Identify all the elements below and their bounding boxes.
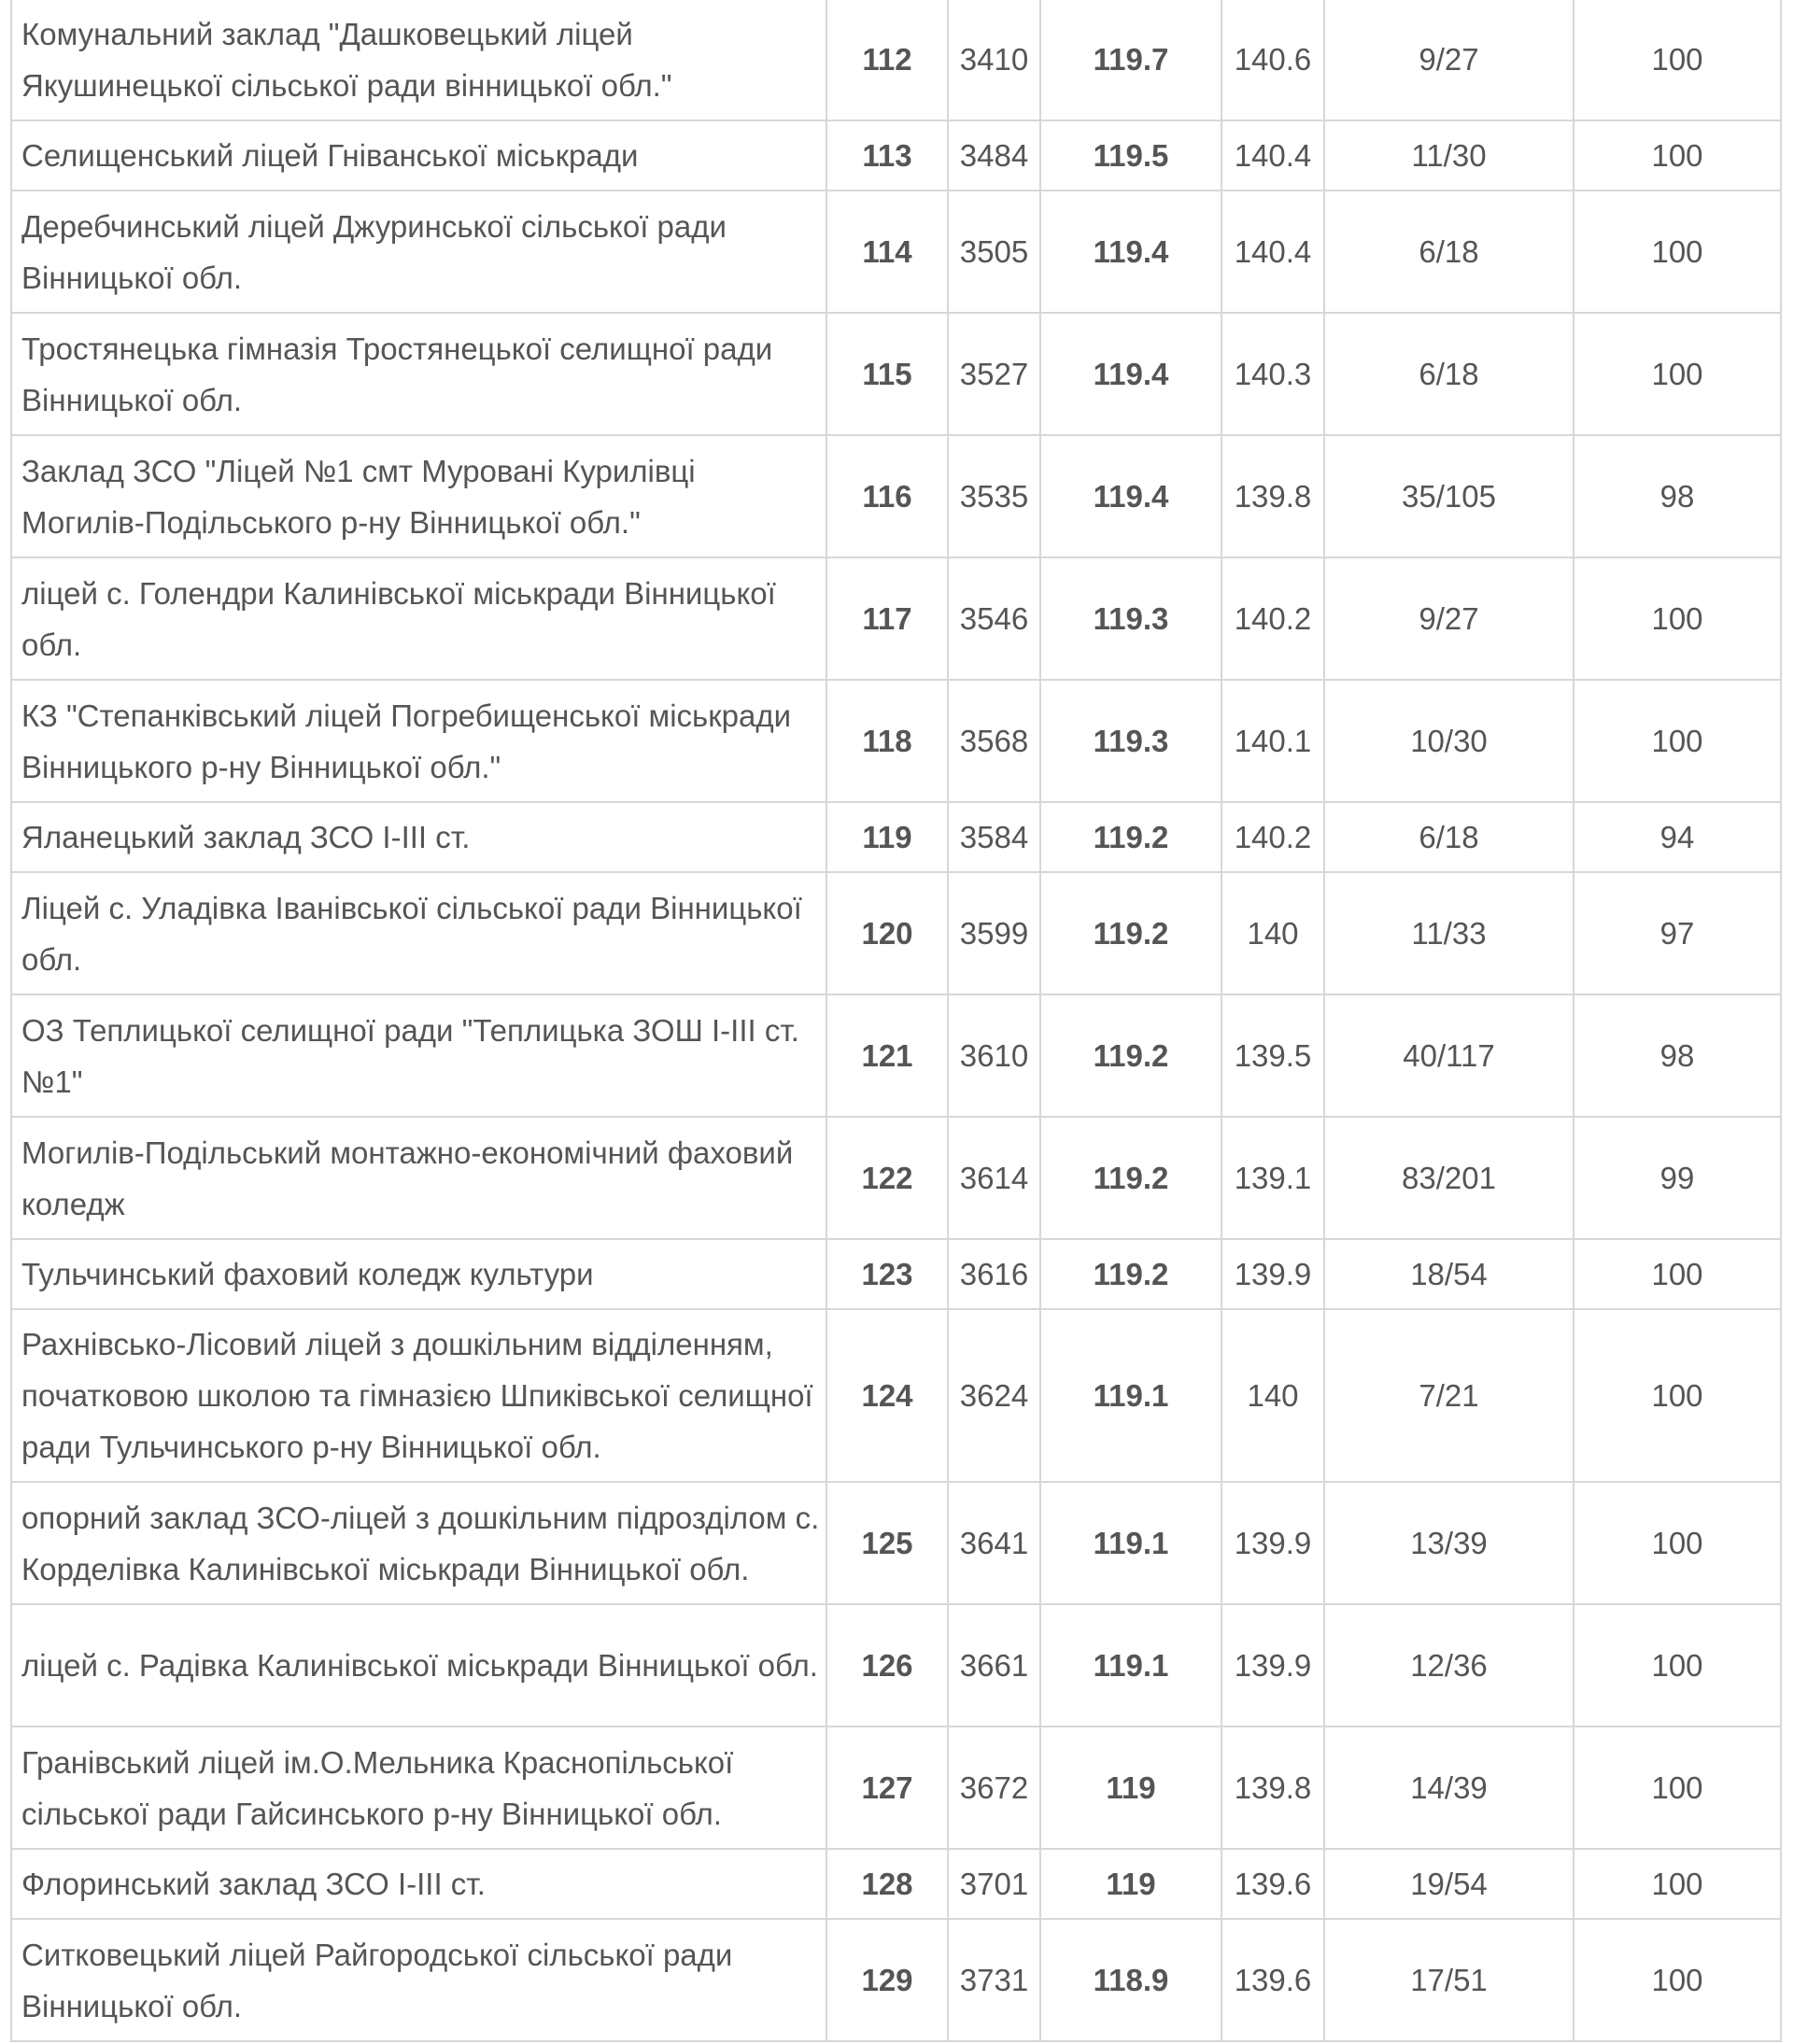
ratio-cell: 7/21 [1324, 1309, 1574, 1482]
rank-cell: 114 [826, 190, 948, 313]
rank-cell: 128 [826, 1849, 948, 1919]
percent-cell: 100 [1574, 1849, 1781, 1919]
average-cell: 139.9 [1221, 1239, 1324, 1309]
table-row [11, 994, 1781, 1117]
place-cell: 3535 [948, 435, 1040, 557]
ratio-cell: 10/30 [1324, 680, 1574, 802]
ratio-cell: 6/18 [1324, 313, 1574, 435]
rank-cell: 124 [826, 1309, 948, 1482]
score-cell: 119.2 [1040, 1239, 1221, 1309]
table-row [11, 557, 1781, 680]
score-cell: 119.4 [1040, 313, 1221, 435]
table-row [11, 1604, 1781, 1727]
table-row [11, 1239, 1781, 1309]
ratio-cell: 14/39 [1324, 1727, 1574, 1849]
average-cell: 140 [1221, 1309, 1324, 1482]
rank-cell: 118 [826, 680, 948, 802]
average-cell: 139.6 [1221, 1849, 1324, 1919]
rank-cell: 126 [826, 1604, 948, 1727]
table-row [11, 1117, 1781, 1239]
ratio-cell: 40/117 [1324, 994, 1574, 1117]
table-row [11, 0, 1781, 120]
ratio-cell: 35/105 [1324, 435, 1574, 557]
school-name-cell: ліцей с. Радівка Калинівської міськради Вінницької обл. [11, 1604, 826, 1727]
school-name-cell: КЗ "Степанківський ліцей Погребищенської міськради Вінницького р-ну Вінницької обл." [11, 680, 826, 802]
average-cell: 139.9 [1221, 1482, 1324, 1604]
average-cell: 139.1 [1221, 1117, 1324, 1239]
place-cell: 3410 [948, 0, 1040, 120]
school-name-cell: опорний заклад ЗСО-ліцей з дошкільним підрозділом с. Корделівка Калинівської міськради Вінницької обл. [11, 1482, 826, 1604]
table-row [11, 1482, 1781, 1604]
table-row [11, 190, 1781, 313]
score-cell: 119.1 [1040, 1309, 1221, 1482]
place-cell: 3610 [948, 994, 1040, 1117]
place-cell: 3731 [948, 1919, 1040, 2041]
rating-table-container [10, 0, 1780, 2042]
place-cell: 3599 [948, 872, 1040, 994]
ratio-cell: 6/18 [1324, 190, 1574, 313]
score-cell: 119.2 [1040, 802, 1221, 872]
ratio-cell: 17/51 [1324, 1919, 1574, 2041]
place-cell: 3505 [948, 190, 1040, 313]
score-cell: 119.3 [1040, 680, 1221, 802]
rank-cell: 121 [826, 994, 948, 1117]
percent-cell: 100 [1574, 1919, 1781, 2041]
average-cell: 140.3 [1221, 313, 1324, 435]
rank-cell: 115 [826, 313, 948, 435]
ratio-cell: 11/30 [1324, 120, 1574, 190]
place-cell: 3614 [948, 1117, 1040, 1239]
rank-cell: 120 [826, 872, 948, 994]
rank-cell: 122 [826, 1117, 948, 1239]
school-name-cell: ОЗ Теплицької селищної ради "Теплицька ЗОШ І-ІІІ ст. №1" [11, 994, 826, 1117]
school-name-cell: Яланецький заклад ЗСО І-ІІІ ст. [11, 802, 826, 872]
percent-cell: 100 [1574, 1727, 1781, 1849]
ratio-cell: 6/18 [1324, 802, 1574, 872]
table-row [11, 120, 1781, 190]
school-rating-table [10, 0, 1782, 2042]
school-name-cell: Тростянецька гімназія Тростянецької селищної ради Вінницької обл. [11, 313, 826, 435]
table-row [11, 680, 1781, 802]
ratio-cell: 9/27 [1324, 557, 1574, 680]
percent-cell: 100 [1574, 1482, 1781, 1604]
table-row [11, 872, 1781, 994]
percent-cell: 100 [1574, 0, 1781, 120]
percent-cell: 100 [1574, 1239, 1781, 1309]
score-cell: 119.7 [1040, 0, 1221, 120]
score-cell: 119 [1040, 1849, 1221, 1919]
school-name-cell: Заклад ЗСО "Ліцей №1 смт Мурованi Курилівці Могилів-Подільського р-ну Вінницької обл." [11, 435, 826, 557]
school-name-cell: Комунальний заклад "Дашковецький ліцей Якушинецької сільської ради вінницької обл." [11, 0, 826, 120]
school-name-cell: Ситковецький ліцей Райгородської сільської ради Вінницької обл. [11, 1919, 826, 2041]
score-cell: 119.2 [1040, 872, 1221, 994]
ratio-cell: 9/27 [1324, 0, 1574, 120]
school-name-cell: Селищенський ліцей Гніванської міськради [11, 120, 826, 190]
average-cell: 139.8 [1221, 1727, 1324, 1849]
score-cell: 119.1 [1040, 1482, 1221, 1604]
percent-cell: 100 [1574, 680, 1781, 802]
rank-cell: 116 [826, 435, 948, 557]
ratio-cell: 13/39 [1324, 1482, 1574, 1604]
school-name-cell: Гранівський ліцей ім.О.Мельника Краснопільської сільської ради Гайсинського р-ну Вінницької обл. [11, 1727, 826, 1849]
percent-cell: 99 [1574, 1117, 1781, 1239]
table-row [11, 802, 1781, 872]
average-cell: 140 [1221, 872, 1324, 994]
place-cell: 3641 [948, 1482, 1040, 1604]
ratio-cell: 18/54 [1324, 1239, 1574, 1309]
rank-cell: 123 [826, 1239, 948, 1309]
average-cell: 140.6 [1221, 0, 1324, 120]
average-cell: 139.6 [1221, 1919, 1324, 2041]
rank-cell: 112 [826, 0, 948, 120]
score-cell: 119.4 [1040, 190, 1221, 313]
place-cell: 3484 [948, 120, 1040, 190]
average-cell: 140.1 [1221, 680, 1324, 802]
place-cell: 3672 [948, 1727, 1040, 1849]
average-cell: 140.2 [1221, 557, 1324, 680]
rank-cell: 113 [826, 120, 948, 190]
place-cell: 3568 [948, 680, 1040, 802]
average-cell: 139.9 [1221, 1604, 1324, 1727]
score-cell: 119.5 [1040, 120, 1221, 190]
percent-cell: 100 [1574, 120, 1781, 190]
ratio-cell: 19/54 [1324, 1849, 1574, 1919]
percent-cell: 100 [1574, 190, 1781, 313]
percent-cell: 98 [1574, 994, 1781, 1117]
place-cell: 3527 [948, 313, 1040, 435]
score-cell: 119.4 [1040, 435, 1221, 557]
score-cell: 118.9 [1040, 1919, 1221, 2041]
school-name-cell: Деребчинський ліцей Джуринської сільської ради Вінницької обл. [11, 190, 826, 313]
ratio-cell: 11/33 [1324, 872, 1574, 994]
place-cell: 3624 [948, 1309, 1040, 1482]
table-row [11, 313, 1781, 435]
score-cell: 119 [1040, 1727, 1221, 1849]
place-cell: 3616 [948, 1239, 1040, 1309]
rank-cell: 125 [826, 1482, 948, 1604]
ratio-cell: 83/201 [1324, 1117, 1574, 1239]
score-cell: 119.1 [1040, 1604, 1221, 1727]
percent-cell: 98 [1574, 435, 1781, 557]
place-cell: 3701 [948, 1849, 1040, 1919]
percent-cell: 100 [1574, 557, 1781, 680]
average-cell: 140.4 [1221, 190, 1324, 313]
place-cell: 3661 [948, 1604, 1040, 1727]
average-cell: 140.2 [1221, 802, 1324, 872]
score-cell: 119.2 [1040, 1117, 1221, 1239]
rank-cell: 119 [826, 802, 948, 872]
rank-cell: 129 [826, 1919, 948, 2041]
score-cell: 119.3 [1040, 557, 1221, 680]
average-cell: 140.4 [1221, 120, 1324, 190]
school-name-cell: Могилів-Подільський монтажно-економічний фаховий коледж [11, 1117, 826, 1239]
table-row [11, 1919, 1781, 2041]
table-body [11, 0, 1781, 2041]
rank-cell: 127 [826, 1727, 948, 1849]
average-cell: 139.5 [1221, 994, 1324, 1117]
school-name-cell: Флоринський заклад ЗСО І-ІІІ ст. [11, 1849, 826, 1919]
average-cell: 139.8 [1221, 435, 1324, 557]
place-cell: 3546 [948, 557, 1040, 680]
place-cell: 3584 [948, 802, 1040, 872]
ratio-cell: 12/36 [1324, 1604, 1574, 1727]
percent-cell: 100 [1574, 313, 1781, 435]
table-row [11, 1309, 1781, 1482]
percent-cell: 94 [1574, 802, 1781, 872]
table-row [11, 1849, 1781, 1919]
score-cell: 119.2 [1040, 994, 1221, 1117]
school-name-cell: ліцей с. Голендри Калинівської міськради Вінницької обл. [11, 557, 826, 680]
rank-cell: 117 [826, 557, 948, 680]
table-row [11, 435, 1781, 557]
percent-cell: 100 [1574, 1309, 1781, 1482]
school-name-cell: Рахнівсько-Лісовий ліцей з дошкільним відділенням, початковою школою та гімназією Шпиківської селищної ради Тульчинського р-ну Вінницької обл. [11, 1309, 826, 1482]
school-name-cell: Ліцей с. Уладівка Іванівської сільської ради Вінницької обл. [11, 872, 826, 994]
percent-cell: 97 [1574, 872, 1781, 994]
percent-cell: 100 [1574, 1604, 1781, 1727]
school-name-cell: Тульчинський фаховий коледж культури [11, 1239, 826, 1309]
table-row [11, 1727, 1781, 1849]
